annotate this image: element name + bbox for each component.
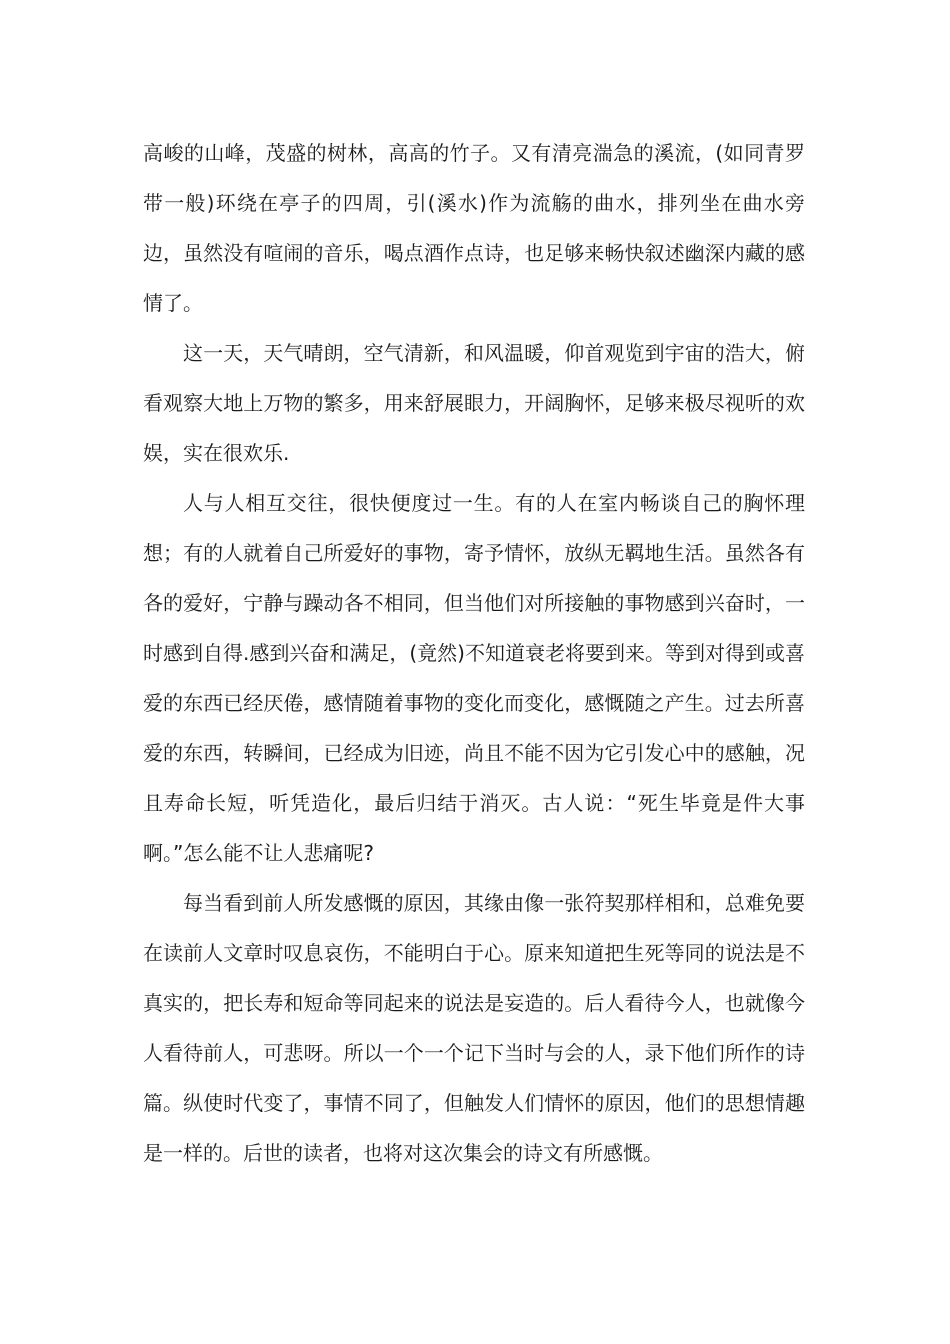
paragraph-1: 高峻的山峰，茂盛的树林，高高的竹子。又有清亮湍急的溪流，(如同青罗带一般)环绕在亭子的四周，引(溪水)作为流觞的曲水，排列坐在曲水旁边，虽然没有喧闹的音乐，喝点酒作点诗，也足够来畅快叙述幽深内藏的感情了。 xyxy=(143,141,805,315)
paragraph-3: 人与人相互交往，很快便度过一生。有的人在室内畅谈自己的胸怀理想；有的人就着自己所爱好的事物，寄予情怀，放纵无羁地生活。虽然各有各的爱好，宁静与躁动各不相同，但当他们对所接触的事物感到兴奋时，一时感到自得.感到兴奋和满足，(竟然)不知道衰老将要到来。等到对得到或喜爱的东西已经厌倦，感情随着事物的变化而变化，感慨随之产生。过去所喜爱的东西，转瞬间，已经成为旧迹，尚且不能不因为它引发心中的感触，况且寿命长短，听凭造化，最后归结于消灭。古人说：“死生毕竟是件大事啊。”怎么能不让人悲痛呢? xyxy=(143,491,805,865)
paragraph-2: 这一天，天气晴朗，空气清新，和风温暖，仰首观览到宇宙的浩大，俯看观察大地上万物的繁多，用来舒展眼力，开阔胸怀，足够来极尽视听的欢娱，实在很欢乐. xyxy=(143,341,805,465)
paragraph-4: 每当看到前人所发感慨的原因，其缘由像一张符契那样相和，总难免要在读前人文章时叹息哀伤，不能明白于心。原来知道把生死等同的说法是不真实的，把长寿和短命等同起来的说法是妄造的。后人看待今人，也就像今人看待前人，可悲呀。所以一个一个记下当时与会的人，录下他们所作的诗篇。纵使时代变了，事情不同了，但触发人们情怀的原因，他们的思想情趣是一样的。后世的读者，也将对这次集会的诗文有所感慨。 xyxy=(143,891,805,1165)
document-body xyxy=(143,128,805,1178)
